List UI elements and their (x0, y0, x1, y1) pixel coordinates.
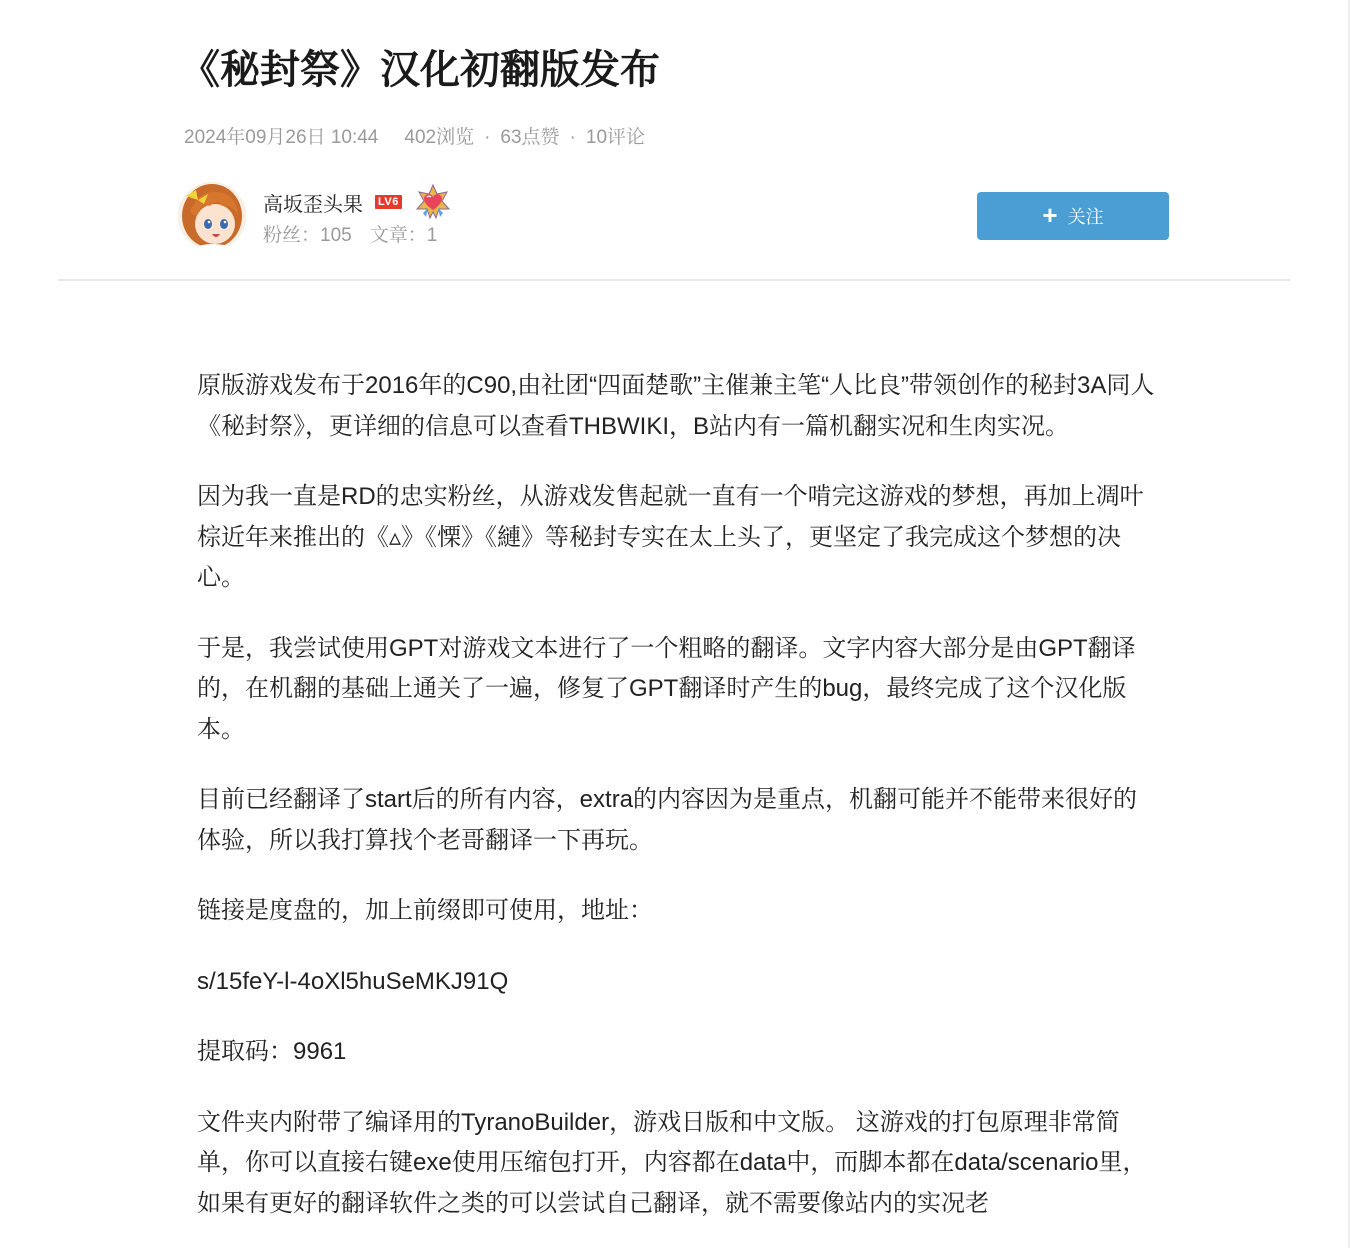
paragraph: 因为我一直是RD的忠实粉丝，从游戏发售起就一直有一个啃完这游戏的梦想，再加上凋叶棕近年来推出的《▵》《慄》《縺》等秘封专实在太上头了，更坚定了我完成这个梦想的决心。 (197, 483, 1144, 591)
view-count: 402浏览 (404, 127, 475, 148)
plus-icon: + (1042, 200, 1058, 230)
followers-count: 105 (320, 225, 352, 246)
level-badge: LV6 (375, 195, 402, 209)
like-count[interactable]: 63点赞 (500, 127, 560, 148)
followers-label: 粉丝： (263, 225, 321, 246)
paragraph: 文件夹内附带了编译用的TyranoBuilder，游戏日版和中文版。 这游戏的打包原理非常简单，你可以直接右键exe使用压缩包打开，内容都在data中，而脚本都在data/scenario里，如果有更好的翻译软件之类的可以尝试自己翻译，就不需要像站内的实况老 (197, 1108, 1147, 1217)
article-body (197, 366, 1157, 1248)
follow-button[interactable] (977, 192, 1169, 240)
paragraph: 链接是度盘的，加上前缀即可使用，地址： (197, 897, 653, 924)
author-name[interactable]: 高坂歪头果 (263, 193, 363, 216)
paragraph: 目前已经翻译了start后的所有内容，extra的内容因为是重点，机翻可能并不能带来很好的体验，所以我打算找个老哥翻译一下再玩。 (197, 786, 1138, 854)
extraction-code: 提取码：9961 (197, 1038, 347, 1065)
page-title: 《秘封祭》汉化初翻版发布 (180, 48, 660, 92)
anime-avatar-icon (178, 182, 246, 250)
avatar[interactable] (178, 182, 246, 250)
article-header (180, 40, 1184, 151)
download-link-path[interactable]: s/15feY-l-4oXl5huSeMKJ91Q (197, 967, 509, 995)
publish-datetime: 2024年09月26日 10:44 (184, 127, 379, 148)
articles-count: 1 (426, 225, 438, 246)
meta-separator: · (484, 127, 491, 148)
article-meta (184, 125, 1184, 151)
paragraph: 原版游戏发布于2016年的C90,由社团“四面楚歌”主催兼主笔“人比良”带领创作的秘封3A同人《秘封祭》，更详细的信息可以查看THBWIKI，B站内有一篇机翻实况和生肉实况。 (197, 372, 1155, 440)
heart-star-medal-icon (414, 184, 452, 220)
paragraph: 于是，我尝试使用GPT对游戏文本进行了一个粗略的翻译。文字内容大部分是由GPT翻译的，在机翻的基础上通关了一遍，修复了GPT翻译时产生的bug，最终完成了这个汉化版本。 (197, 634, 1136, 743)
author-name-row (263, 185, 452, 219)
follow-button-label: 关注 (1067, 207, 1104, 227)
articles-label: 文章： (369, 225, 427, 246)
meta-separator: · (569, 127, 576, 148)
author-stats (263, 220, 437, 247)
header-divider (58, 279, 1290, 281)
comment-count[interactable]: 10评论 (585, 127, 646, 148)
